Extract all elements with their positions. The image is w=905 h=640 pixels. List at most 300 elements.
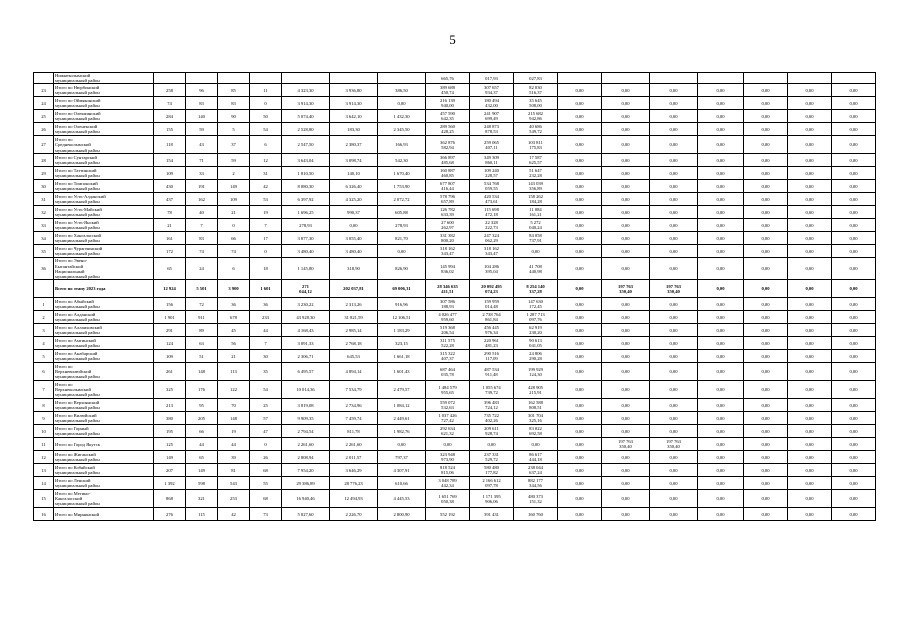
row-number-cell — [34, 280, 54, 298]
district-name-cell: Итого по Верхнеколымский муниципальный район — [54, 381, 154, 399]
value-cell: 0,00 — [558, 412, 602, 425]
value-cell: 0,00 — [744, 280, 788, 298]
value-cell: 0,00 — [602, 193, 650, 206]
value-cell: 0,00 — [788, 490, 832, 508]
value-cell: 69 006,31 — [378, 280, 426, 298]
value-cell: 457 590 642,35 — [426, 110, 470, 123]
value-cell: 2 768,18 — [330, 337, 378, 350]
value-cell: 0,00 — [602, 167, 650, 180]
district-name-cell: Итого по Оленекский муниципальный район — [54, 123, 154, 136]
value-cell: 519 368 206,54 — [426, 324, 470, 337]
value-cell: 1 037 426 727,42 — [426, 412, 470, 425]
value-cell: 68 — [250, 464, 282, 477]
value-cell: 0,00 — [744, 337, 788, 350]
district-name-cell: Итого по Жиганский муниципальный район — [54, 451, 154, 464]
value-cell: 0,00 — [558, 324, 602, 337]
value-cell: 31 821,59 — [330, 311, 378, 324]
table-row — [34, 381, 876, 399]
district-name-cell: Итого по Усть-Майский муниципальный район — [54, 206, 154, 219]
value-cell: 6 397,92 — [282, 193, 330, 206]
value-cell: 428 905 215,91 — [514, 381, 558, 399]
value-cell: 0,00 — [558, 438, 602, 451]
value-cell: 821,70 — [378, 232, 426, 245]
value-cell: 0,00 — [602, 245, 650, 258]
value-cell: 261 — [154, 363, 186, 381]
value-cell: 172 — [154, 245, 186, 258]
value-cell: 0,00 — [832, 464, 876, 477]
value-cell: 154 — [154, 154, 186, 167]
value-cell: 323,15 — [378, 337, 426, 350]
value-cell: 0,00 — [832, 508, 876, 521]
value-cell: 0,00 — [698, 363, 744, 381]
value-cell: 7 534,79 — [330, 381, 378, 399]
value-cell: 207 — [154, 464, 186, 477]
value-cell: 83 — [218, 97, 250, 110]
value-cell: 0,00 — [832, 477, 876, 490]
value-cell: 25 — [250, 399, 282, 412]
table-row — [34, 477, 876, 490]
value-cell: 3 914,30 — [330, 97, 378, 110]
value-cell: 0,00 — [558, 337, 602, 350]
value-cell — [282, 73, 330, 84]
value-cell: 35 — [250, 363, 282, 381]
page-number: 5 — [449, 32, 456, 47]
value-cell: 0,00 — [650, 154, 698, 167]
value-cell: 1 171 395 906,06 — [470, 490, 514, 508]
value-cell: 0,00 — [602, 219, 650, 232]
value-cell: 0,00 — [558, 508, 602, 521]
value-cell: 0,00 — [744, 477, 788, 490]
value-cell: 0,00 — [832, 399, 876, 412]
district-name-cell: Итого по Томпонский муниципальный район — [54, 180, 154, 193]
value-cell: 16 940,46 — [282, 490, 330, 508]
value-cell: 0,00 — [832, 438, 876, 451]
row-number-cell: 15 — [34, 490, 54, 508]
row-number-cell: 34 — [34, 232, 54, 245]
table-row — [34, 399, 876, 412]
value-cell: 1 392 — [154, 477, 186, 490]
value-cell: 2 261,60 — [282, 438, 330, 451]
value-cell: 0,00 — [558, 245, 602, 258]
value-cell: 180 494 432,00 — [470, 97, 514, 110]
value-cell: 0,00 — [698, 337, 744, 350]
value-cell: 3 642,10 — [330, 110, 378, 123]
value-cell: 0,00 — [698, 350, 744, 363]
row-number-cell: 13 — [34, 464, 54, 477]
value-cell: 0,00 — [650, 245, 698, 258]
value-cell: 0,00 — [698, 97, 744, 110]
value-cell: 0,00 — [558, 232, 602, 245]
value-cell: 109 — [154, 167, 186, 180]
row-number-cell: 12 — [34, 451, 54, 464]
value-cell: 71 — [186, 154, 218, 167]
value-cell: 63 — [186, 337, 218, 350]
value-cell: 259 065 407,11 — [470, 136, 514, 154]
value-cell: 5 501 — [186, 280, 218, 298]
value-cell: 430 — [154, 180, 186, 193]
value-cell: 311 575 522,28 — [426, 337, 470, 350]
value-cell: 665,76 — [426, 73, 470, 84]
value-cell: 6 326,40 — [330, 180, 378, 193]
value-cell: 0,00 — [602, 425, 650, 438]
value-cell: 0,00 — [558, 84, 602, 97]
table-row — [34, 451, 876, 464]
value-cell: 0,00 — [558, 110, 602, 123]
report-table — [33, 72, 876, 521]
value-cell: 96 — [186, 84, 218, 97]
value-cell: 140 — [186, 110, 218, 123]
value-cell: 109 — [218, 193, 250, 206]
value-cell: 0,00 — [514, 438, 558, 451]
value-cell: 113 — [218, 363, 250, 381]
value-cell: 0,00 — [558, 219, 602, 232]
value-cell: 0,00 — [650, 311, 698, 324]
district-name-cell: Итого по Таттинский муниципальный район — [54, 167, 154, 180]
district-name-cell: Итого по Мирнинский — [54, 508, 154, 521]
value-cell: 0,00 — [558, 298, 602, 311]
value-cell: 0,00 — [602, 412, 650, 425]
value-cell: 0,00 — [788, 412, 832, 425]
value-cell: 1 084,12 — [378, 399, 426, 412]
value-cell: 559 072 532,63 — [426, 399, 470, 412]
value-cell: 0,00 — [558, 206, 602, 219]
district-name-cell: Итого по Горный муниципальный район — [54, 425, 154, 438]
value-cell — [330, 73, 378, 84]
value-cell: 5 074,40 — [282, 110, 330, 123]
value-cell: 247 324 062,29 — [470, 232, 514, 245]
value-cell: 90 — [218, 110, 250, 123]
value-cell: 0,00 — [698, 84, 744, 97]
value-cell: 1 601,43 — [378, 363, 426, 381]
row-number-cell: 30 — [34, 180, 54, 193]
table-row — [34, 123, 876, 136]
value-cell: 31 — [250, 167, 282, 180]
value-cell: 0,00 — [788, 508, 832, 521]
value-cell: 115 — [186, 508, 218, 521]
table-row — [34, 464, 876, 477]
value-cell: 8 254 140 337,28 — [514, 280, 558, 298]
value-cell: 51 — [186, 350, 218, 363]
table-row — [34, 490, 876, 508]
value-cell: 0,00 — [602, 381, 650, 399]
value-cell: 12 924 — [154, 280, 186, 298]
value-cell: 380 — [154, 412, 186, 425]
district-name-cell: Итого по Верхневилюйский муниципальный район — [54, 363, 154, 381]
value-cell: 0,00 — [602, 206, 650, 219]
value-cell: 0,00 — [558, 97, 602, 110]
value-cell: 53 — [250, 193, 282, 206]
value-cell: 59 — [186, 123, 218, 136]
value-cell: 1 753,90 — [378, 180, 426, 193]
value-cell: 0,00 — [602, 84, 650, 97]
value-cell: 0,00 — [602, 298, 650, 311]
value-cell: 44 — [186, 438, 218, 451]
district-name-cell: Итого по Мегино- Кангаласский муниципальный район — [54, 490, 154, 508]
value-cell: 0,00 — [832, 84, 876, 97]
table-row — [34, 280, 876, 298]
value-cell: 17 — [250, 232, 282, 245]
value-cell: 0,00 — [744, 123, 788, 136]
value-cell: 2 380,37 — [330, 136, 378, 154]
value-cell: 2 547,50 — [282, 136, 330, 154]
value-cell: 54 — [250, 381, 282, 399]
value-cell: 0,00 — [832, 193, 876, 206]
value-cell: 29 386,89 — [282, 477, 330, 490]
value-cell: 0,00 — [698, 232, 744, 245]
value-cell: 0,00 — [650, 298, 698, 311]
value-cell: 24 — [186, 258, 218, 280]
value-cell: 161 — [154, 232, 186, 245]
value-cell — [698, 73, 744, 84]
value-cell: 12 106,51 — [378, 311, 426, 324]
value-cell: 28 776,23 — [330, 477, 378, 490]
district-name-cell: Итого по Абыйский муниципальный район — [54, 298, 154, 311]
value-cell: 5 027,60 — [282, 508, 330, 521]
row-number-cell: 33 — [34, 219, 54, 232]
value-cell: 95 — [186, 399, 218, 412]
value-cell: 0,00 — [698, 193, 744, 206]
row-number-cell: 3 — [34, 324, 54, 337]
value-cell: 147 630 172,45 — [514, 298, 558, 311]
value-cell: 0,00 — [558, 258, 602, 280]
value-cell: 160 887 460,85 — [426, 167, 470, 180]
value-cell: 534 768 059,55 — [470, 180, 514, 193]
value-cell: 6 — [250, 136, 282, 154]
value-cell: 2 306,71 — [282, 350, 330, 363]
value-cell: 0,00 — [378, 245, 426, 258]
value-cell: 1 601 — [250, 280, 282, 298]
value-cell: 7 — [250, 219, 282, 232]
value-cell: 0,00 — [602, 311, 650, 324]
value-cell: 389 688 450,74 — [426, 84, 470, 97]
value-cell: 0,00 — [698, 280, 744, 298]
value-cell: 28 346 635 411,51 — [426, 280, 470, 298]
value-cell: 0,00 — [650, 363, 698, 381]
value-cell — [744, 73, 788, 84]
value-cell: 0,00 — [650, 206, 698, 219]
value-cell: 0,00 — [832, 206, 876, 219]
value-cell: 0,00 — [650, 399, 698, 412]
value-cell: 0,00 — [602, 363, 650, 381]
value-cell: 12 — [250, 154, 282, 167]
value-cell: 1 810,50 — [282, 167, 330, 180]
table-row — [34, 298, 876, 311]
table-row — [34, 258, 876, 280]
value-cell: 1 982,76 — [378, 425, 426, 438]
value-cell: 4 168,43 — [282, 324, 330, 337]
district-name-cell: Итого по Усть-Алданский муниципальный район — [54, 193, 154, 206]
value-cell: 301 704 325,16 — [514, 412, 558, 425]
value-cell: 0,00 — [832, 154, 876, 167]
value-cell: 480 373 151,32 — [514, 490, 558, 508]
value-cell: 278,93 — [378, 219, 426, 232]
value-cell — [788, 73, 832, 84]
value-cell: 183,30 — [330, 123, 378, 136]
value-cell: 21 — [218, 206, 250, 219]
value-cell: 437 — [154, 193, 186, 206]
value-cell: 0,00 — [698, 245, 744, 258]
value-cell: 4 026 477 959,60 — [426, 311, 470, 324]
value-cell: 40 686 549,72 — [514, 123, 558, 136]
value-cell: 0,00 — [558, 136, 602, 154]
value-cell: 0,00 — [602, 490, 650, 508]
value-cell: 118 — [154, 136, 186, 154]
district-name-cell: Итого по Нюрбинский муниципальный район — [54, 84, 154, 97]
value-cell: 0,00 — [744, 298, 788, 311]
value-cell: 72 — [186, 298, 218, 311]
value-cell: 0,00 — [698, 381, 744, 399]
value-cell: 2 261,60 — [330, 438, 378, 451]
table-row — [34, 180, 876, 193]
value-cell: 0,00 — [832, 363, 876, 381]
value-cell: 0,00 — [788, 136, 832, 154]
value-cell: 162 588 808,51 — [514, 399, 558, 412]
value-cell: 0,00 — [832, 136, 876, 154]
value-cell: 3 480,40 — [282, 245, 330, 258]
value-cell: 0,00 — [650, 110, 698, 123]
value-cell: 0,00 — [788, 451, 832, 464]
district-name-cell: Итого по Хангаласский муниципальный район — [54, 232, 154, 245]
value-cell: 0,00 — [602, 97, 650, 110]
table-row — [34, 412, 876, 425]
value-cell: 323 948 973,90 — [426, 451, 470, 464]
value-cell — [650, 73, 698, 84]
value-cell: 56 — [218, 337, 250, 350]
value-cell: 5 272 040,24 — [514, 219, 558, 232]
value-cell: 0,00 — [788, 399, 832, 412]
value-cell: 74 — [186, 245, 218, 258]
table-row — [34, 232, 876, 245]
value-cell: 276 — [154, 508, 186, 521]
value-cell: 2 800,90 — [378, 508, 426, 521]
value-cell: 0,00 — [650, 324, 698, 337]
value-cell: 248 873 878,53 — [470, 123, 514, 136]
value-cell: 307 657 934,37 — [470, 84, 514, 97]
value-cell: 0,00 — [558, 425, 602, 438]
value-cell: 0,00 — [788, 154, 832, 167]
value-cell: 0,00 — [558, 123, 602, 136]
value-cell: 258 — [154, 84, 186, 97]
value-cell: 0,00 — [744, 154, 788, 167]
value-cell: 0,00 — [832, 350, 876, 363]
value-cell: 20 092 495 074,23 — [470, 280, 514, 298]
value-cell: 37 — [218, 136, 250, 154]
value-cell: 0,00 — [744, 219, 788, 232]
value-cell — [218, 73, 250, 84]
value-cell: 826,90 — [378, 258, 426, 280]
value-cell: 2 011,57 — [330, 451, 378, 464]
value-cell: 7 954,20 — [282, 464, 330, 477]
row-number-cell: 36 — [34, 258, 54, 280]
value-cell: 205 — [186, 412, 218, 425]
district-name-cell: Итого по Верхоянский муниципальный район — [54, 399, 154, 412]
value-cell: 35 645 508,00 — [514, 97, 558, 110]
row-number-cell: 23 — [34, 84, 54, 97]
value-cell: 0,00 — [788, 280, 832, 298]
value-cell: 0,00 — [558, 381, 602, 399]
value-cell: 292 634 621,32 — [426, 425, 470, 438]
table-row — [34, 206, 876, 219]
value-cell: 90 613 041,05 — [514, 337, 558, 350]
value-cell: 0,00 — [558, 464, 602, 477]
value-cell: 0,00 — [744, 451, 788, 464]
value-cell: 65 — [186, 451, 218, 464]
value-cell: 0,00 — [832, 97, 876, 110]
value-cell: 115 698 472,18 — [470, 206, 514, 219]
value-cell: 017,93 — [470, 73, 514, 84]
value-cell: 0,00 — [788, 245, 832, 258]
value-cell: 0,00 — [698, 425, 744, 438]
value-cell: 7 — [186, 219, 218, 232]
value-cell: 278,93 — [282, 219, 330, 232]
value-cell: 176 — [186, 381, 218, 399]
value-cell: 0,00 — [744, 193, 788, 206]
value-cell — [186, 73, 218, 84]
value-cell: 3 230,22 — [282, 298, 330, 311]
table-row — [34, 508, 876, 521]
value-cell: 220 961 481,23 — [470, 337, 514, 350]
value-cell: 0,00 — [514, 245, 558, 258]
value-cell: 0,00 — [788, 477, 832, 490]
value-cell: 0,00 — [698, 412, 744, 425]
value-cell: 0,00 — [788, 381, 832, 399]
row-number-cell: 2 — [34, 311, 54, 324]
value-cell: 0,00 — [650, 193, 698, 206]
value-cell: 162 — [186, 193, 218, 206]
value-cell: 216 139 940,00 — [426, 97, 470, 110]
value-cell: 3 480,40 — [330, 245, 378, 258]
value-cell: 21 — [154, 219, 186, 232]
value-cell: 0,00 — [330, 219, 378, 232]
value-cell: 2 345,50 — [378, 123, 426, 136]
value-cell: 50 — [250, 110, 282, 123]
value-cell: 197 763 350,40 — [602, 280, 650, 298]
value-cell: 70 — [218, 399, 250, 412]
value-cell: 0,00 — [650, 337, 698, 350]
value-cell: 580 480 177,82 — [470, 464, 514, 477]
value-cell: 0,00 — [602, 324, 650, 337]
value-cell: 2 072,72 — [378, 193, 426, 206]
value-cell: 1 484 579 955,65 — [426, 381, 470, 399]
value-cell: 0,00 — [602, 110, 650, 123]
value-cell: 391 431 — [470, 508, 514, 521]
value-cell: 3 643,04 — [282, 154, 330, 167]
value-cell: 51 647 232,28 — [514, 167, 558, 180]
value-cell: 0,00 — [698, 477, 744, 490]
value-cell: 0,00 — [698, 258, 744, 280]
value-cell: 0,00 — [650, 258, 698, 280]
value-cell: 199 929 124,30 — [514, 363, 558, 381]
value-cell: 0,00 — [698, 311, 744, 324]
value-cell: 0,00 — [650, 477, 698, 490]
value-cell: 0,00 — [832, 219, 876, 232]
value-cell: 0,00 — [744, 399, 788, 412]
value-cell: 0,00 — [788, 97, 832, 110]
value-cell: 645,53 — [330, 350, 378, 363]
value-cell: 0,00 — [832, 280, 876, 298]
value-cell: 0,00 — [744, 84, 788, 97]
table-row — [34, 350, 876, 363]
value-cell: 0,00 — [698, 167, 744, 180]
value-cell: 0,00 — [788, 167, 832, 180]
table-row — [34, 438, 876, 451]
value-cell: 0,00 — [602, 258, 650, 280]
value-cell: 0,00 — [744, 438, 788, 451]
value-cell: 605,88 — [378, 206, 426, 219]
value-cell: 148 — [186, 363, 218, 381]
value-cell: 0,00 — [602, 508, 650, 521]
value-cell: 0,00 — [650, 219, 698, 232]
